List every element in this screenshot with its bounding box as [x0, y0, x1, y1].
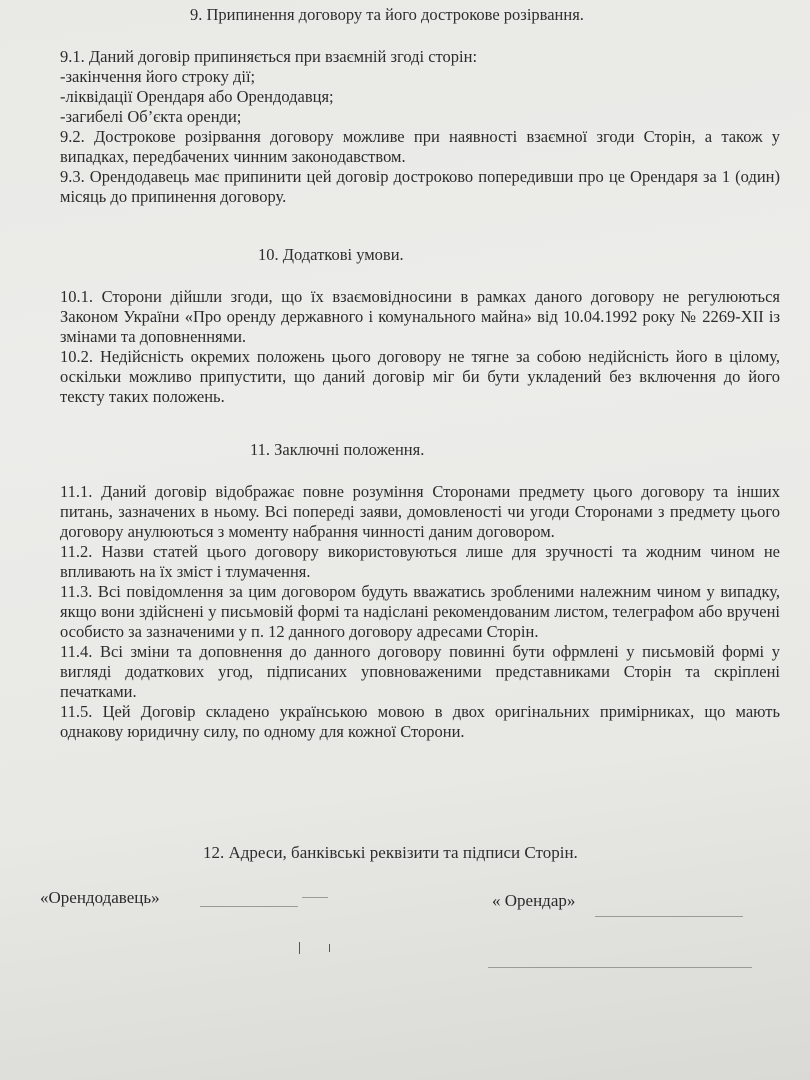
clause-9-1-item-2: -ліквідації Орендаря або Орендодавця;	[60, 87, 334, 106]
clause-9-2: 9.2. Дострокове розірвання договору можливе при наявності взаємної згоди Сторін, а також у випадках, передбачених чинним законодавством.	[60, 127, 780, 166]
section-12-title: 12. Адреси, банківські реквізити та підписи Сторін.	[203, 843, 578, 862]
clause-11-4: 11.4. Всі зміни та доповнення до данного договору повинні бути офрмлені у письмовій формі у вигляді додаткових угод, підписаних уповноваженими представниками Сторін та скріплені печатками.	[60, 642, 780, 701]
lessee-signature-line	[595, 916, 743, 917]
clause-9-1: 9.1. Даний договір припиняється при взаємній згоді сторін:	[60, 47, 478, 66]
clause-9-1-item-1: -закінчення його строку дії;	[60, 67, 256, 86]
section-11-title: 11. Заключні положення.	[250, 440, 425, 459]
section-9-title: 9. Припинення договору та його дострокове розірвання.	[190, 5, 584, 24]
section-9-body	[60, 47, 780, 207]
stamp-mark	[299, 942, 300, 954]
clause-10-1: 10.1. Сторони дійшли згоди, що їх взаємовідносини в рамках даного договору не регулюються Законом України «Про оренду державного і комунального майна» від 10.04.1992 року № 2269-XII із змінами та доповненнями.	[60, 287, 780, 346]
clause-9-1-item-3: -загибелі Об’єкта оренди;	[60, 107, 242, 126]
clause-11-1: 11.1. Даний договір відображає повне розуміння Сторонами предмету цього договору та інших питань, зазначених в ньому. Всі попереді заяви, домовленості чи угоди Сторонами з предмету цього договору анулюються з моменту набрання чинності даним договором.	[60, 482, 780, 541]
lessor-signature-line-extra	[302, 897, 328, 898]
section-10-body	[60, 287, 780, 407]
section-11-body	[60, 482, 780, 742]
lessee-second-line	[488, 967, 752, 968]
clause-10-2: 10.2. Недійсність окремих положень цього договору не тягне за собою недійсність його в цілому, оскільки можливо припустити, що даний договір міг би бути укладений без включення до його тексту таких положень.	[60, 347, 780, 406]
lessee-label: « Орендар»	[492, 891, 576, 910]
stamp-mark	[329, 944, 330, 952]
lessor-label: «Орендодавець»	[40, 888, 160, 907]
section-10-title: 10. Додаткові умови.	[258, 245, 404, 264]
clause-9-3: 9.3. Орендодавець має припинити цей договір достроково попередивши про це Орендаря за 1 (один) місяць до припинення договору.	[60, 167, 780, 206]
lessor-signature-line	[200, 906, 298, 907]
clause-11-3: 11.3. Всі повідомлення за цим договором будуть вважатись зробленими належним чином у випадку, якщо вони здійснені у письмовій формі та надіслані рекомендованим листом, телеграфом або вручені особисто за зазначеними у п. 12 данного договору адресами Сторін.	[60, 582, 780, 641]
clause-11-2: 11.2. Назви статей цього договору використовуються лише для зручності та жодним чином не впливають на їх зміст і тлумачення.	[60, 542, 780, 581]
clause-11-5: 11.5. Цей Договір складено українською мовою в двох оригінальних примірниках, що мають однакову юридичну силу, по одному для кожної Сторони.	[60, 702, 780, 741]
